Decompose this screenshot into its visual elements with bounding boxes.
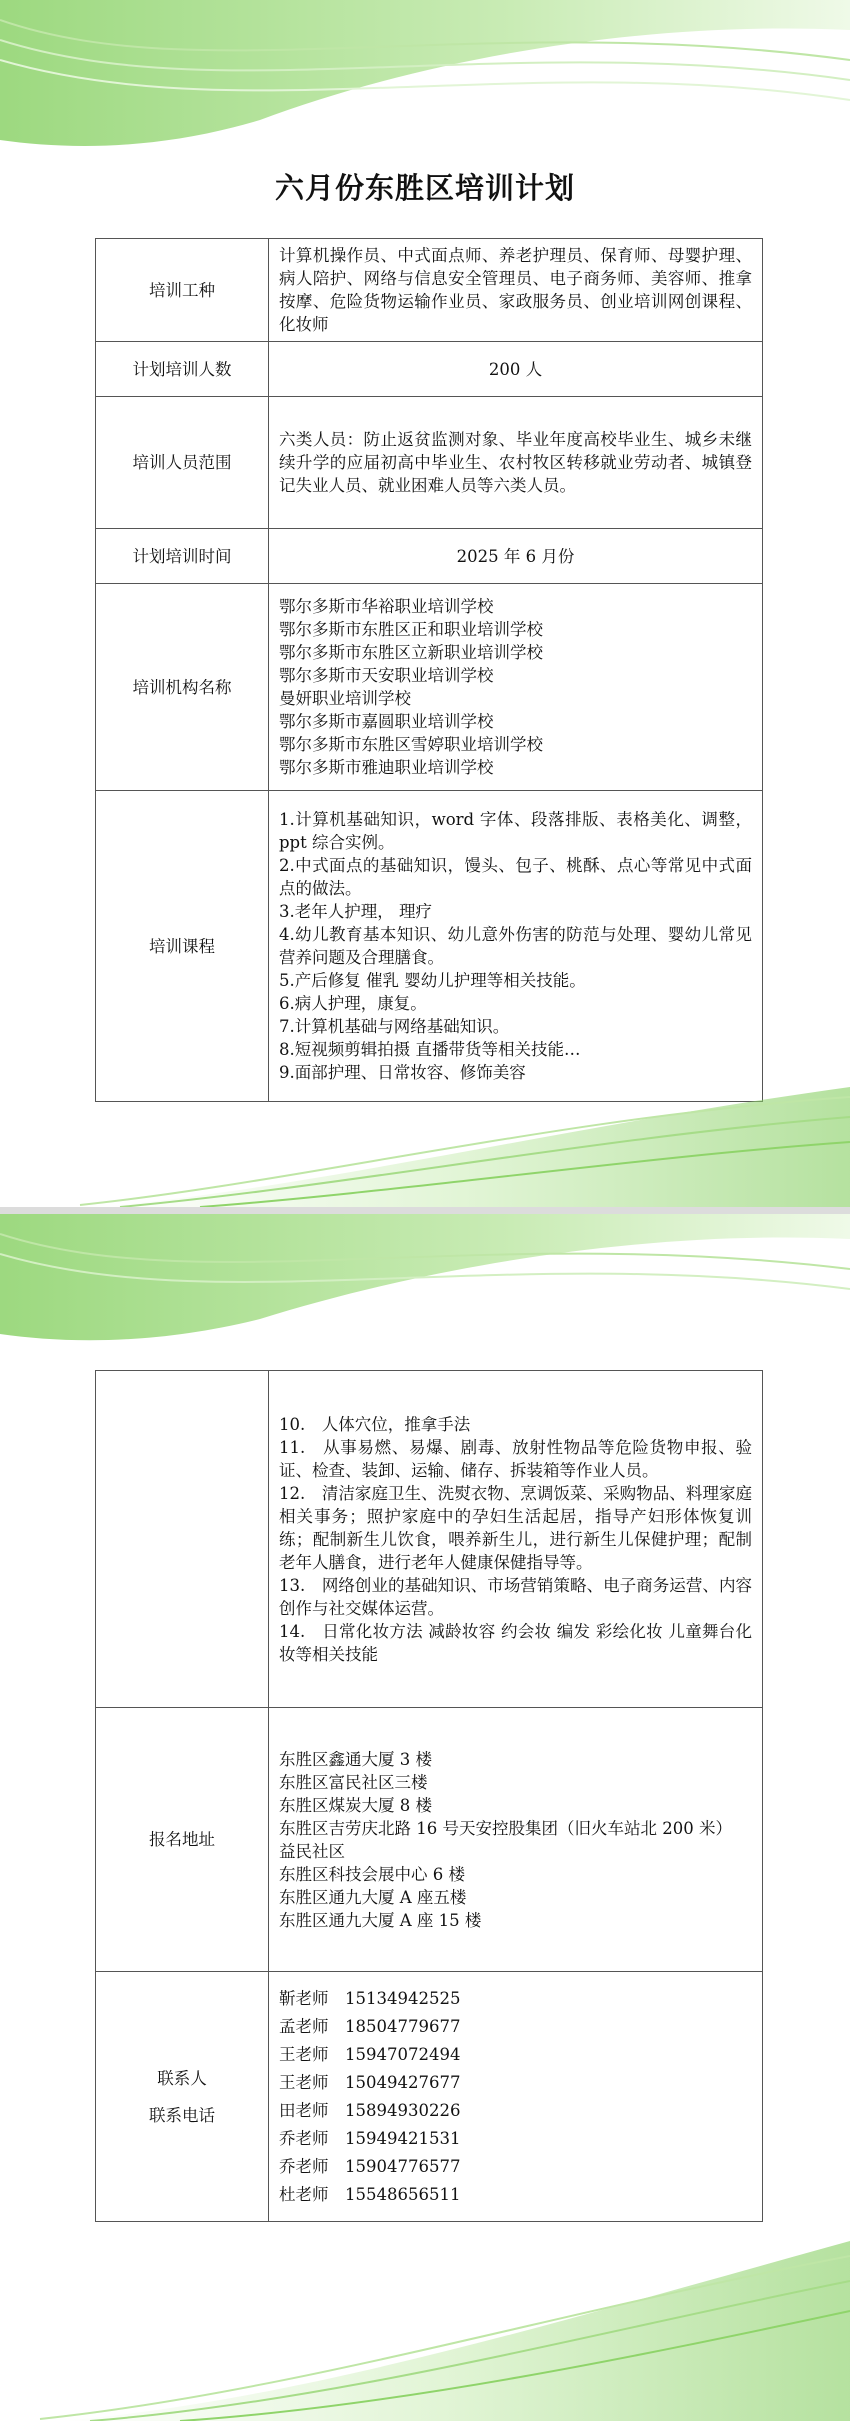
contact-name: 杜老师: [279, 2184, 329, 2204]
courses-label: 培训课程: [96, 791, 269, 1102]
address-item: 东胜区通九大厦 A 座五楼: [279, 1887, 467, 1907]
course-item: 3.老年人护理， 理疗: [279, 902, 432, 921]
contact-phone: 15548656511: [345, 2184, 461, 2204]
contact-name: 王老师: [279, 2072, 329, 2092]
course-item: 8.短视频剪辑拍摄 直播带货等相关技能…: [279, 1040, 581, 1059]
contact-name: 靳老师: [279, 1988, 329, 2008]
contact-name: 王老师: [279, 2044, 329, 2064]
time-value: 2025 年 6 月份: [269, 529, 763, 584]
row-courses-continued: [96, 1371, 763, 1708]
institution-item: 鄂尔多斯市东胜区立新职业培训学校: [279, 643, 543, 662]
contact-name: 乔老师: [279, 2128, 329, 2148]
address-item: 益民社区: [279, 1841, 345, 1861]
institution-item: 鄂尔多斯市东胜区正和职业培训学校: [279, 620, 543, 639]
contact-phone: 18504779677: [345, 2016, 461, 2036]
institution-item: 鄂尔多斯市华裕职业培训学校: [279, 597, 494, 616]
institutions-label: 培训机构名称: [96, 584, 269, 791]
course-item: 11. 从事易燃、易爆、剧毒、放射性物品等危险货物申报、验证、检查、装卸、运输、储存、拆装箱等作业人员。: [279, 1437, 752, 1480]
contact-item: [279, 1985, 752, 2013]
row-institutions: [96, 584, 763, 791]
contact-phone: 15904776577: [345, 2156, 461, 2176]
count-label: 计划培训人数: [96, 342, 269, 397]
contact-phone: 15134942525: [345, 1988, 461, 2008]
count-value: 200 人: [269, 342, 763, 397]
course-item: 2.中式面点的基础知识，馒头、包子、桃酥、点心等常见中式面点的做法。: [279, 856, 752, 898]
contact-name: 乔老师: [279, 2156, 329, 2176]
scope-value: 六类人员：防止返贫监测对象、毕业年度高校毕业生、城乡未继续升学的应届初高中毕业生、农村牧区转移就业劳动者、城镇登记失业人员、就业困难人员等六类人员。: [269, 397, 763, 529]
contact-item: [279, 2125, 752, 2153]
types-label: 培训工种: [96, 239, 269, 342]
institutions-list: [269, 584, 763, 791]
course-item: 10. 人体穴位，推拿手法: [279, 1414, 471, 1434]
institution-item: 曼妍职业培训学校: [279, 689, 411, 708]
address-item: 东胜区富民社区三楼: [279, 1772, 428, 1792]
institution-item: 鄂尔多斯市嘉圆职业培训学校: [279, 712, 494, 731]
page-2: [0, 1214, 850, 2421]
row-types: [96, 239, 763, 342]
address-item: 东胜区煤炭大厦 8 楼: [279, 1795, 432, 1815]
course-item: 6.病人护理，康复。: [279, 994, 427, 1013]
course-item: 5.产后修复 催乳 婴幼儿护理等相关技能。: [279, 971, 586, 990]
contact-phone: 15049427677: [345, 2072, 461, 2092]
contact-phone: 15894930226: [345, 2100, 461, 2120]
contact-label: [96, 1972, 269, 2222]
contact-name: 孟老师: [279, 2016, 329, 2036]
course-item: 7.计算机基础与网络基础知识。: [279, 1017, 510, 1036]
page-1: [0, 0, 850, 1207]
bottom-wave-decoration: [0, 2241, 850, 2421]
address-item: 东胜区科技会展中心 6 楼: [279, 1864, 465, 1884]
courses-continued-list: [269, 1371, 763, 1708]
address-label: 报名地址: [96, 1708, 269, 1972]
address-list: [269, 1708, 763, 1972]
types-value: 计算机操作员、中式面点师、养老护理员、保育师、母婴护理、病人陪护、网络与信息安全管理员、电子商务师、美容师、推拿按摩、危险货物运输作业员、家政服务员、创业培训网创课程、化妆师: [269, 239, 763, 342]
top-wave-decoration: [0, 1214, 850, 1354]
contact-item: [279, 2069, 752, 2097]
row-contact: [96, 1972, 763, 2222]
contact-list: [269, 1972, 763, 2222]
courses-list: [269, 791, 763, 1102]
course-item: 9.面部护理、日常妆容、修饰美容: [279, 1063, 526, 1082]
contact-item: [279, 2041, 752, 2069]
institution-item: 鄂尔多斯市东胜区雪婷职业培训学校: [279, 735, 543, 754]
scope-label: 培训人员范围: [96, 397, 269, 529]
contact-name: 田老师: [279, 2100, 329, 2120]
row-scope: [96, 397, 763, 529]
training-plan-table-part1: [95, 238, 763, 1102]
courses-continued-label: [96, 1371, 269, 1708]
contact-item: [279, 2153, 752, 2181]
time-label: 计划培训时间: [96, 529, 269, 584]
institution-item: 鄂尔多斯市雅迪职业培训学校: [279, 758, 494, 777]
row-address: [96, 1708, 763, 1972]
institution-item: 鄂尔多斯市天安职业培训学校: [279, 666, 494, 685]
course-item: 14. 日常化妆方法 减龄妆容 约会妆 编发 彩绘化妆 儿童舞台化妆等相关技能: [279, 1621, 752, 1664]
address-item: 东胜区鑫通大厦 3 楼: [279, 1749, 432, 1769]
course-item: 13. 网络创业的基础知识、市场营销策略、电子商务运营、内容创作与社交媒体运营。: [279, 1575, 752, 1618]
address-item: 东胜区通九大厦 A 座 15 楼: [279, 1910, 482, 1930]
contact-item: [279, 2097, 752, 2125]
contact-item: [279, 2013, 752, 2041]
row-courses: [96, 791, 763, 1102]
course-item: 4.幼儿教育基本知识、幼儿意外伤害的防范与处理、婴幼儿常见营养问题及合理膳食。: [279, 925, 752, 967]
course-item: 1.计算机基础知识，word 字体、段落排版、表格美化、调整，ppt 综合实例。: [279, 810, 752, 852]
contact-item: [279, 2181, 752, 2209]
address-item: 东胜区吉劳庆北路 16 号天安控股集团（旧火车站北 200 米）: [279, 1818, 732, 1838]
training-plan-table-part2: [95, 1370, 763, 2222]
contact-phone-label: 联系电话: [149, 2105, 215, 2125]
page-title: 六月份东胜区培训计划: [274, 171, 575, 205]
contact-phone: 15949421531: [345, 2128, 461, 2148]
contact-phone: 15947072494: [345, 2044, 461, 2064]
contact-person-label: 联系人: [157, 2068, 207, 2088]
bottom-wave-decoration: [0, 1087, 850, 1207]
course-item: 12. 清洁家庭卫生、洗熨衣物、烹调饭菜、采购物品、料理家庭相关事务；照护家庭中的孕妇生活起居，指导产妇形体恢复训练；配制新生儿饮食，喂养新生儿，进行新生儿保健护理；配制老年人膳食，进行老年人健康保健指导等。: [279, 1483, 752, 1572]
row-time: [96, 529, 763, 584]
row-count: [96, 342, 763, 397]
top-wave-decoration: [0, 0, 850, 160]
